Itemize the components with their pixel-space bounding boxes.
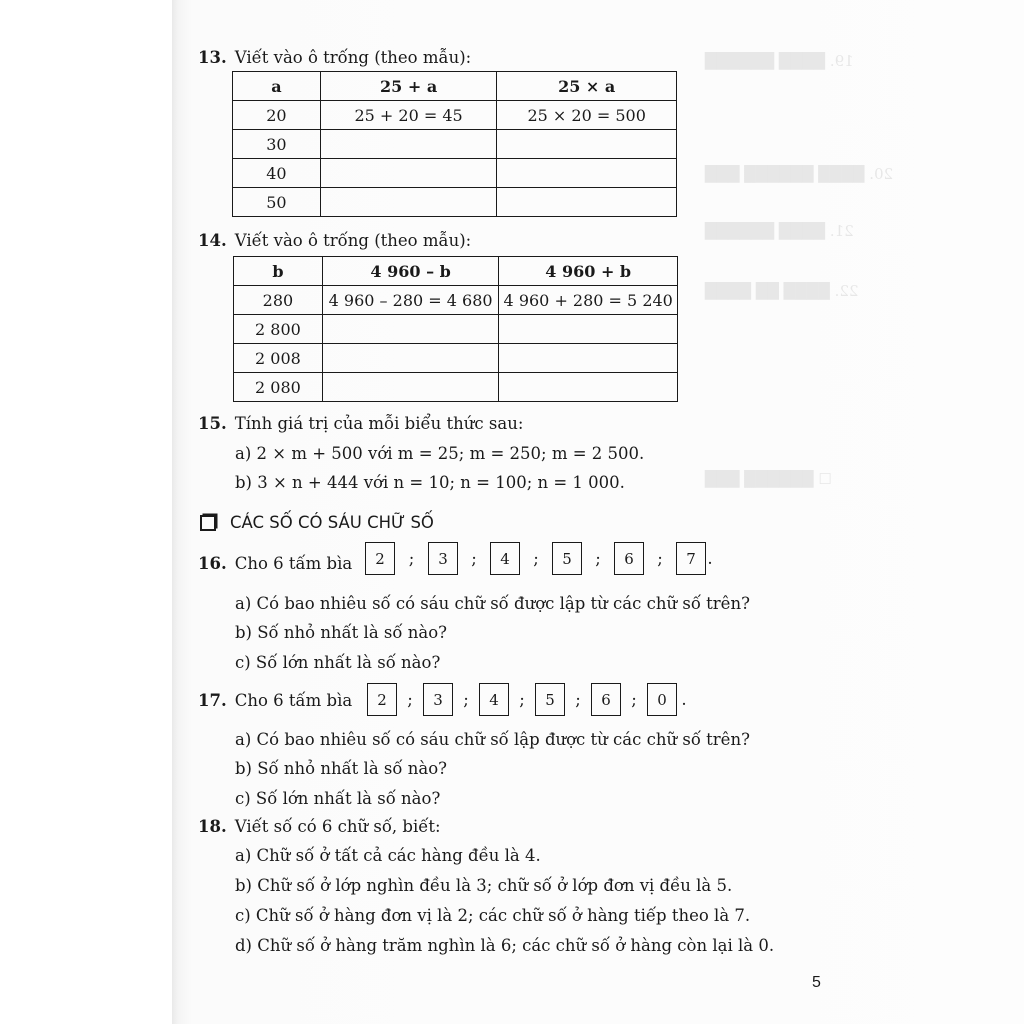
separator: ;	[631, 690, 637, 709]
digit-card: 7	[676, 542, 706, 575]
exercise-17-cards	[367, 683, 691, 716]
blank-answer-cell	[499, 373, 678, 402]
table-header-cell: 4 960 – b	[322, 257, 499, 286]
blank-answer-cell	[320, 188, 497, 217]
table-cell: 25 × 20 = 500	[497, 101, 677, 130]
digit-card: 3	[423, 683, 453, 716]
digit-card: 2	[365, 542, 395, 575]
exercise-17-item-c: c) Số lớn nhất là số nào?	[235, 789, 441, 808]
exercise-prompt: Viết số có 6 chữ số, biết:	[234, 817, 441, 836]
exercise-number: 18.	[198, 817, 227, 836]
separator: ;	[595, 549, 601, 568]
digit-card: 3	[428, 542, 458, 575]
bleed-through: ☐ ██████ ███	[705, 470, 832, 488]
exercise-15-heading	[198, 414, 523, 433]
exercise-16-heading	[198, 554, 352, 573]
table-header-row	[233, 72, 677, 101]
terminator: .	[707, 549, 713, 568]
table-cell: 2 080	[234, 373, 323, 402]
blank-answer-cell	[320, 130, 497, 159]
separator: ;	[463, 690, 469, 709]
exercise-prompt: Cho 6 tấm bìa	[234, 691, 353, 710]
exercise-14-table	[233, 256, 678, 402]
exercise-18-item-d: d) Chữ số ở hàng trăm nghìn là 6; các chữ số ở hàng còn lại là 0.	[235, 936, 775, 955]
separator: ;	[519, 690, 525, 709]
table-row	[234, 286, 678, 315]
table-row	[233, 188, 677, 217]
exercise-prompt: Viết vào ô trống (theo mẫu):	[234, 231, 472, 250]
table-row	[233, 159, 677, 188]
exercise-number: 14.	[198, 231, 227, 250]
blank-answer-cell	[497, 159, 677, 188]
exercise-prompt: Cho 6 tấm bìa	[234, 554, 353, 573]
table-row	[234, 344, 678, 373]
digit-card: 0	[647, 683, 677, 716]
table-cell: 4 960 + 280 = 5 240	[499, 286, 678, 315]
table-header-row	[234, 257, 678, 286]
digit-card: 4	[479, 683, 509, 716]
exercise-15-item-a: a) 2 × m + 500 với m = 25; m = 250; m = 2 500.	[235, 444, 645, 463]
exercise-18-heading	[198, 817, 441, 836]
exercise-18-item-b: b) Chữ số ở lớp nghìn đều là 3; chữ số ở lớp đơn vị đều là 5.	[235, 876, 733, 895]
digit-card: 6	[591, 683, 621, 716]
bleed-through: 20. ████ ██████ ███	[705, 165, 894, 183]
exercise-number: 17.	[198, 691, 227, 710]
blank-answer-cell	[320, 159, 497, 188]
separator: ;	[657, 549, 663, 568]
bleed-through: 22. ████ ██ ████	[705, 282, 859, 300]
table-header-cell: 4 960 + b	[499, 257, 678, 286]
bleed-through: 21. ████ ██████	[705, 222, 854, 240]
blank-answer-cell	[322, 373, 499, 402]
blank-answer-cell	[499, 344, 678, 373]
table-header-cell: 25 × a	[497, 72, 677, 101]
table-row	[234, 315, 678, 344]
exercise-17-heading	[198, 691, 352, 710]
blank-answer-cell	[322, 315, 499, 344]
separator: ;	[408, 549, 415, 568]
exercise-18-item-a: a) Chữ số ở tất cả các hàng đều là 4.	[235, 846, 541, 865]
digit-card: 4	[490, 542, 520, 575]
bleed-through: 19. ████ ██████	[705, 52, 854, 70]
section-title: CÁC SỐ CÓ SÁU CHỮ SỐ	[230, 513, 434, 532]
digit-card: 5	[535, 683, 565, 716]
table-cell: 25 + 20 = 45	[320, 101, 497, 130]
table-row	[233, 101, 677, 130]
exercise-13-table	[232, 71, 677, 217]
page-number: 5	[812, 974, 821, 991]
digit-card: 6	[614, 542, 644, 575]
separator: ;	[407, 690, 413, 709]
separator: ;	[575, 690, 581, 709]
table-cell: 30	[233, 130, 321, 159]
blank-answer-cell	[322, 344, 499, 373]
exercise-15-item-b: b) 3 × n + 444 với n = 10; n = 100; n = 1 000.	[235, 473, 625, 492]
table-header-cell: b	[234, 257, 323, 286]
exercise-number: 16.	[198, 554, 227, 573]
exercise-number: 13.	[198, 48, 227, 67]
table-cell: 20	[233, 101, 321, 130]
table-row	[233, 130, 677, 159]
exercise-16-item-c: c) Số lớn nhất là số nào?	[235, 653, 441, 672]
table-cell: 40	[233, 159, 321, 188]
digit-card: 5	[552, 542, 582, 575]
blank-answer-cell	[497, 188, 677, 217]
table-row	[234, 373, 678, 402]
table-header-cell: 25 + a	[320, 72, 497, 101]
table-cell: 50	[233, 188, 321, 217]
separator: ;	[471, 549, 477, 568]
exercise-number: 15.	[198, 414, 227, 433]
exercise-16-item-b: b) Số nhỏ nhất là số nào?	[235, 623, 447, 642]
table-header-cell: a	[233, 72, 321, 101]
exercise-16-item-a: a) Có bao nhiêu số có sáu chữ số được lập từ các chữ số trên?	[235, 594, 750, 613]
blank-answer-cell	[497, 130, 677, 159]
exercise-18-item-c: c) Chữ số ở hàng đơn vị là 2; các chữ số ở hàng tiếp theo là 7.	[235, 906, 751, 925]
separator: ;	[533, 549, 539, 568]
digit-card: 2	[367, 683, 397, 716]
blank-answer-cell	[499, 315, 678, 344]
exercise-14-heading	[198, 231, 471, 250]
terminator: .	[681, 690, 687, 709]
section-heading	[200, 513, 434, 532]
exercise-prompt: Tính giá trị của mỗi biểu thức sau:	[234, 414, 524, 433]
exercise-prompt: Viết vào ô trống (theo mẫu):	[234, 48, 472, 67]
table-cell: 2 008	[234, 344, 323, 373]
exercise-16-cards	[365, 542, 714, 575]
table-cell: 4 960 – 280 = 4 680	[322, 286, 499, 315]
checkbox-square-icon	[200, 515, 216, 531]
table-cell: 280	[234, 286, 323, 315]
table-cell: 2 800	[234, 315, 323, 344]
exercise-17-item-a: a) Có bao nhiêu số có sáu chữ số lập được từ các chữ số trên?	[235, 730, 750, 749]
exercise-17-item-b: b) Số nhỏ nhất là số nào?	[235, 759, 447, 778]
exercise-13-heading	[198, 48, 471, 67]
